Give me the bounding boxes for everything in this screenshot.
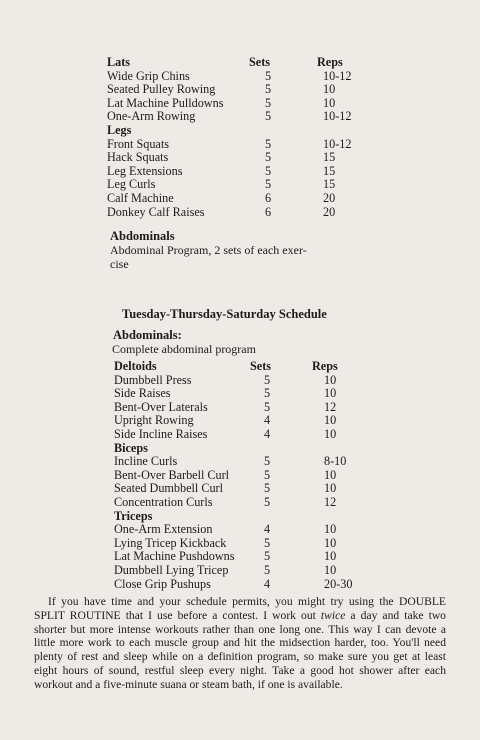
table-row — [107, 206, 367, 220]
exercise-name: Bent-Over Laterals — [114, 399, 208, 414]
exercise-sets: 5 — [265, 68, 272, 83]
exercise-sets: 5 — [265, 95, 272, 110]
exercise-sets: 4 — [264, 426, 271, 441]
legs-heading-row — [107, 124, 367, 138]
biceps-heading-row — [114, 442, 374, 456]
exercise-sets: 4 — [264, 413, 271, 428]
exercise-reps: 8-10 — [324, 454, 347, 469]
exercise-sets: 5 — [264, 481, 271, 496]
exercise-reps: 10-12 — [323, 136, 352, 151]
sets-header: Sets — [249, 55, 270, 69]
table-row — [107, 178, 367, 192]
table-row — [107, 70, 367, 84]
second-workout-table — [114, 360, 374, 591]
exercise-reps: 20 — [323, 190, 336, 205]
exercise-name: Lying Tricep Kickback — [114, 535, 227, 550]
exercise-reps: 12 — [324, 494, 337, 509]
triceps-heading: Triceps — [114, 508, 153, 523]
reps-header-2: Reps — [312, 359, 338, 373]
reps-header: Reps — [317, 55, 343, 69]
table-header — [107, 56, 367, 70]
exercise-reps: 10 — [324, 413, 337, 428]
exercise-name: Upright Rowing — [114, 413, 194, 428]
table-row — [107, 165, 367, 179]
exercise-sets: 5 — [264, 535, 271, 550]
exercise-name: Leg Curls — [107, 177, 156, 192]
triceps-heading-row — [114, 510, 374, 524]
exercise-name: Close Grip Pushups — [114, 576, 211, 591]
body-paragraph — [34, 595, 446, 692]
exercise-name: One-Arm Rowing — [107, 109, 196, 124]
exercise-name: Side Raises — [114, 386, 171, 401]
table-row — [114, 428, 374, 442]
table-row — [114, 578, 374, 592]
exercise-sets: 5 — [265, 82, 272, 97]
exercise-name: Donkey Calf Raises — [107, 204, 205, 219]
exercise-sets: 5 — [265, 177, 272, 192]
biceps-list — [114, 455, 374, 509]
exercise-reps: 10 — [323, 82, 336, 97]
exercise-reps: 10 — [324, 386, 337, 401]
exercise-sets: 5 — [264, 372, 271, 387]
exercise-reps: 15 — [323, 150, 336, 165]
exercise-name: Side Incline Raises — [114, 426, 208, 441]
biceps-heading: Biceps — [114, 440, 148, 455]
table-row — [114, 523, 374, 537]
exercise-reps: 10 — [324, 467, 337, 482]
exercise-name: Front Squats — [107, 136, 169, 151]
exercise-sets: 5 — [264, 494, 271, 509]
paragraph-part-1: If you have time and your schedule permits, you might try using the DOUBLE SPLIT ROUTINE that I use before a contest. I work out — [34, 595, 446, 622]
abdominals-heading-2: Abdominals: — [113, 328, 182, 342]
exercise-name: Hack Squats — [107, 150, 169, 165]
legs-list — [107, 138, 367, 220]
abdominals-line-1: Abdominal Program, 2 sets of each exer- — [110, 243, 307, 257]
table-row — [114, 537, 374, 551]
abdominals-heading: Abdominals — [110, 229, 175, 243]
table-row — [114, 482, 374, 496]
exercise-reps: 10-12 — [323, 68, 352, 83]
exercise-sets: 5 — [265, 136, 272, 151]
abdominals-line-2: cise — [110, 257, 129, 271]
deltoids-list — [114, 374, 374, 442]
abdominals-text-2: Complete abdominal program — [112, 342, 256, 356]
table-row — [107, 192, 367, 206]
lats-heading: Lats — [107, 55, 131, 69]
legs-heading: Legs — [107, 122, 132, 137]
table-row — [114, 550, 374, 564]
exercise-sets: 5 — [264, 454, 271, 469]
exercise-sets: 4 — [264, 522, 271, 537]
exercise-sets: 5 — [264, 467, 271, 482]
exercise-reps: 10 — [324, 562, 337, 577]
exercise-reps: 20 — [323, 204, 336, 219]
sets-header-2: Sets — [250, 359, 271, 373]
lats-list — [107, 70, 367, 124]
exercise-name: Lat Machine Pulldowns — [107, 95, 224, 110]
table-row — [114, 374, 374, 388]
exercise-name: Bent-Over Barbell Curl — [114, 467, 230, 482]
exercise-reps: 20-30 — [324, 576, 353, 591]
table-row — [114, 401, 374, 415]
exercise-name: Seated Dumbbell Curl — [114, 481, 223, 496]
exercise-name: Seated Pulley Rowing — [107, 82, 216, 97]
paragraph-emphasis: twice — [320, 608, 346, 622]
exercise-name: Dumbbell Press — [114, 372, 192, 387]
exercise-sets: 5 — [264, 386, 271, 401]
exercise-reps: 10 — [324, 372, 337, 387]
first-workout-table — [107, 56, 367, 219]
table-row — [114, 496, 374, 510]
exercise-name: One-Arm Extension — [114, 522, 213, 537]
exercise-reps: 10 — [323, 95, 336, 110]
table-row — [107, 97, 367, 111]
table-row — [114, 469, 374, 483]
deltoids-heading: Deltoids — [114, 359, 157, 373]
exercise-reps: 15 — [323, 177, 336, 192]
exercise-name: Calf Machine — [107, 190, 174, 205]
exercise-name: Concentration Curls — [114, 494, 213, 509]
exercise-sets: 5 — [264, 399, 271, 414]
paragraph-part-2: a day and take two shorter but more intense workouts rather than one long one. This way I can devote a little more work to each muscle group and hit the midsection harder, too. You'll need plenty of rest and sleep while on a definition program, so make sure you get at least eight hours of sound, restful sleep every night. Take a good hot shower after each workout and a five-minute suana or steam bath, if one is available. — [34, 608, 446, 691]
table-row — [114, 387, 374, 401]
exercise-reps: 10 — [324, 549, 337, 564]
exercise-reps: 10-12 — [323, 109, 352, 124]
exercise-sets: 6 — [265, 190, 272, 205]
table-header-2 — [114, 360, 374, 374]
exercise-name: Dumbbell Lying Tricep — [114, 562, 229, 577]
triceps-list — [114, 523, 374, 591]
exercise-sets: 5 — [264, 562, 271, 577]
table-row — [107, 138, 367, 152]
exercise-reps: 12 — [324, 399, 337, 414]
exercise-name: Incline Curls — [114, 454, 178, 469]
table-row — [107, 83, 367, 97]
exercise-sets: 6 — [265, 204, 272, 219]
exercise-name: Wide Grip Chins — [107, 68, 190, 83]
table-row — [114, 414, 374, 428]
exercise-sets: 5 — [265, 150, 272, 165]
schedule-title: Tuesday-Thursday-Saturday Schedule — [122, 307, 327, 321]
table-row — [114, 564, 374, 578]
exercise-sets: 5 — [265, 109, 272, 124]
exercise-name: Leg Extensions — [107, 163, 183, 178]
exercise-reps: 10 — [324, 426, 337, 441]
table-row — [107, 110, 367, 124]
exercise-reps: 15 — [323, 163, 336, 178]
exercise-reps: 10 — [324, 522, 337, 537]
exercise-sets: 5 — [265, 163, 272, 178]
exercise-reps: 10 — [324, 481, 337, 496]
table-row — [114, 455, 374, 469]
exercise-name: Lat Machine Pushdowns — [114, 549, 235, 564]
exercise-sets: 5 — [264, 549, 271, 564]
exercise-reps: 10 — [324, 535, 337, 550]
exercise-sets: 4 — [264, 576, 271, 591]
table-row — [107, 151, 367, 165]
